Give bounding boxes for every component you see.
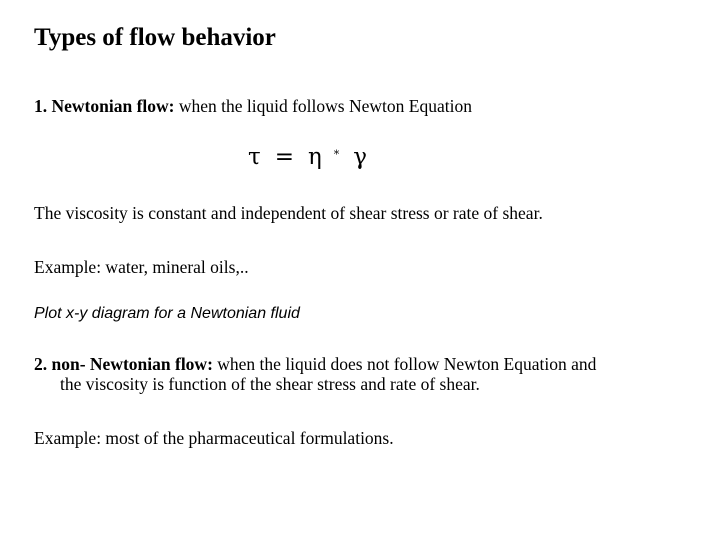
plot-instruction: Plot x-y diagram for a Newtonian fluid	[34, 305, 300, 322]
non-newtonian-flow-text-line2: the viscosity is function of the shear stress and rate of shear.	[60, 374, 480, 394]
non-newtonian-flow-label: 2. non- Newtonian flow:	[34, 354, 213, 374]
tau-symbol: τ	[248, 144, 261, 170]
eta-symbol: η	[308, 144, 322, 170]
viscosity-statement: The viscosity is constant and independent of shear stress or rate of shear.	[34, 203, 543, 223]
gamma-symbol: γ	[353, 144, 368, 170]
newton-equation	[248, 144, 367, 170]
non-newtonian-flow-definition	[34, 354, 596, 394]
newtonian-flow-text: when the liquid follows Newton Equation	[174, 96, 472, 116]
newtonian-example: Example: water, mineral oils,..	[34, 257, 249, 277]
multiply-symbol: *	[333, 148, 340, 161]
slide-title: Types of flow behavior	[34, 24, 276, 51]
non-newtonian-example: Example: most of the pharmaceutical formulations.	[34, 428, 394, 448]
newtonian-flow-label: 1. Newtonian flow:	[34, 96, 175, 116]
newtonian-flow-definition	[34, 96, 472, 117]
equals-sign: =	[274, 144, 295, 170]
non-newtonian-flow-text-line1: when the liquid does not follow Newton Equation and	[212, 354, 597, 374]
